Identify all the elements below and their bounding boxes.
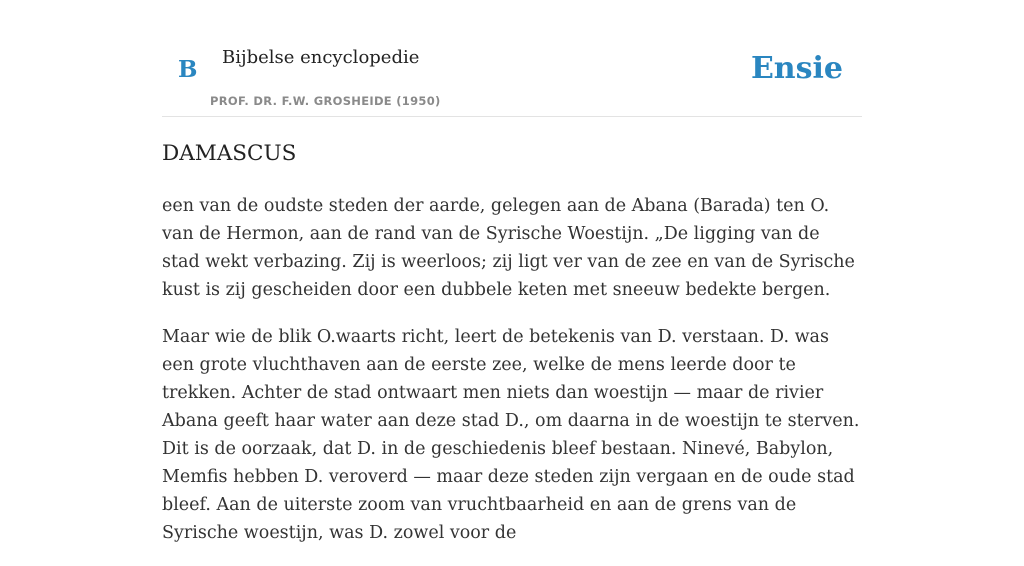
- book-letter-icon: B: [178, 56, 198, 83]
- book-title-link[interactable]: Bijbelse encyclopedie: [222, 47, 420, 68]
- ensie-logo-link[interactable]: Ensie: [750, 51, 843, 86]
- article-paragraph: een van de oudste steden der aarde, gelegen aan de Abana (Barada) ten O. van de Hermon, aan de rand van de Syrische Woestijn. „De ligging van de stad wekt verbazing. Zij is weerloos; zij ligt ver van de zee en van de Syrische kust is zij gescheiden door een dubbele keten met sneeuw bedekte bergen.: [162, 196, 855, 300]
- book-header: [162, 0, 862, 117]
- article-title: DAMASCUS: [162, 141, 297, 166]
- book-author: PROF. DR. F.W. GROSHEIDE (1950): [210, 94, 441, 108]
- article-paragraph: Maar wie de blik O.waarts richt, leert de betekenis van D. verstaan. D. was een grote vluchthaven aan de eerste zee, welke de mens leerde door te trekken. Achter de stad ontwaart men niets dan woestijn — maar de rivier Abana geeft haar water aan deze stad D., om daarna in de woestijn te sterven. Dit is de oorzaak, dat D. in de geschiedenis bleef bestaan. Ninevé, Babylon, Memfis hebben D. veroverd — maar deze steden zijn vergaan en de oude stad bleef. Aan de uiterste zoom van vruchtbaarheid en aan de grens van de Syrische woestijn, was D. zowel voor de: [162, 327, 860, 543]
- article-body: [162, 192, 862, 566]
